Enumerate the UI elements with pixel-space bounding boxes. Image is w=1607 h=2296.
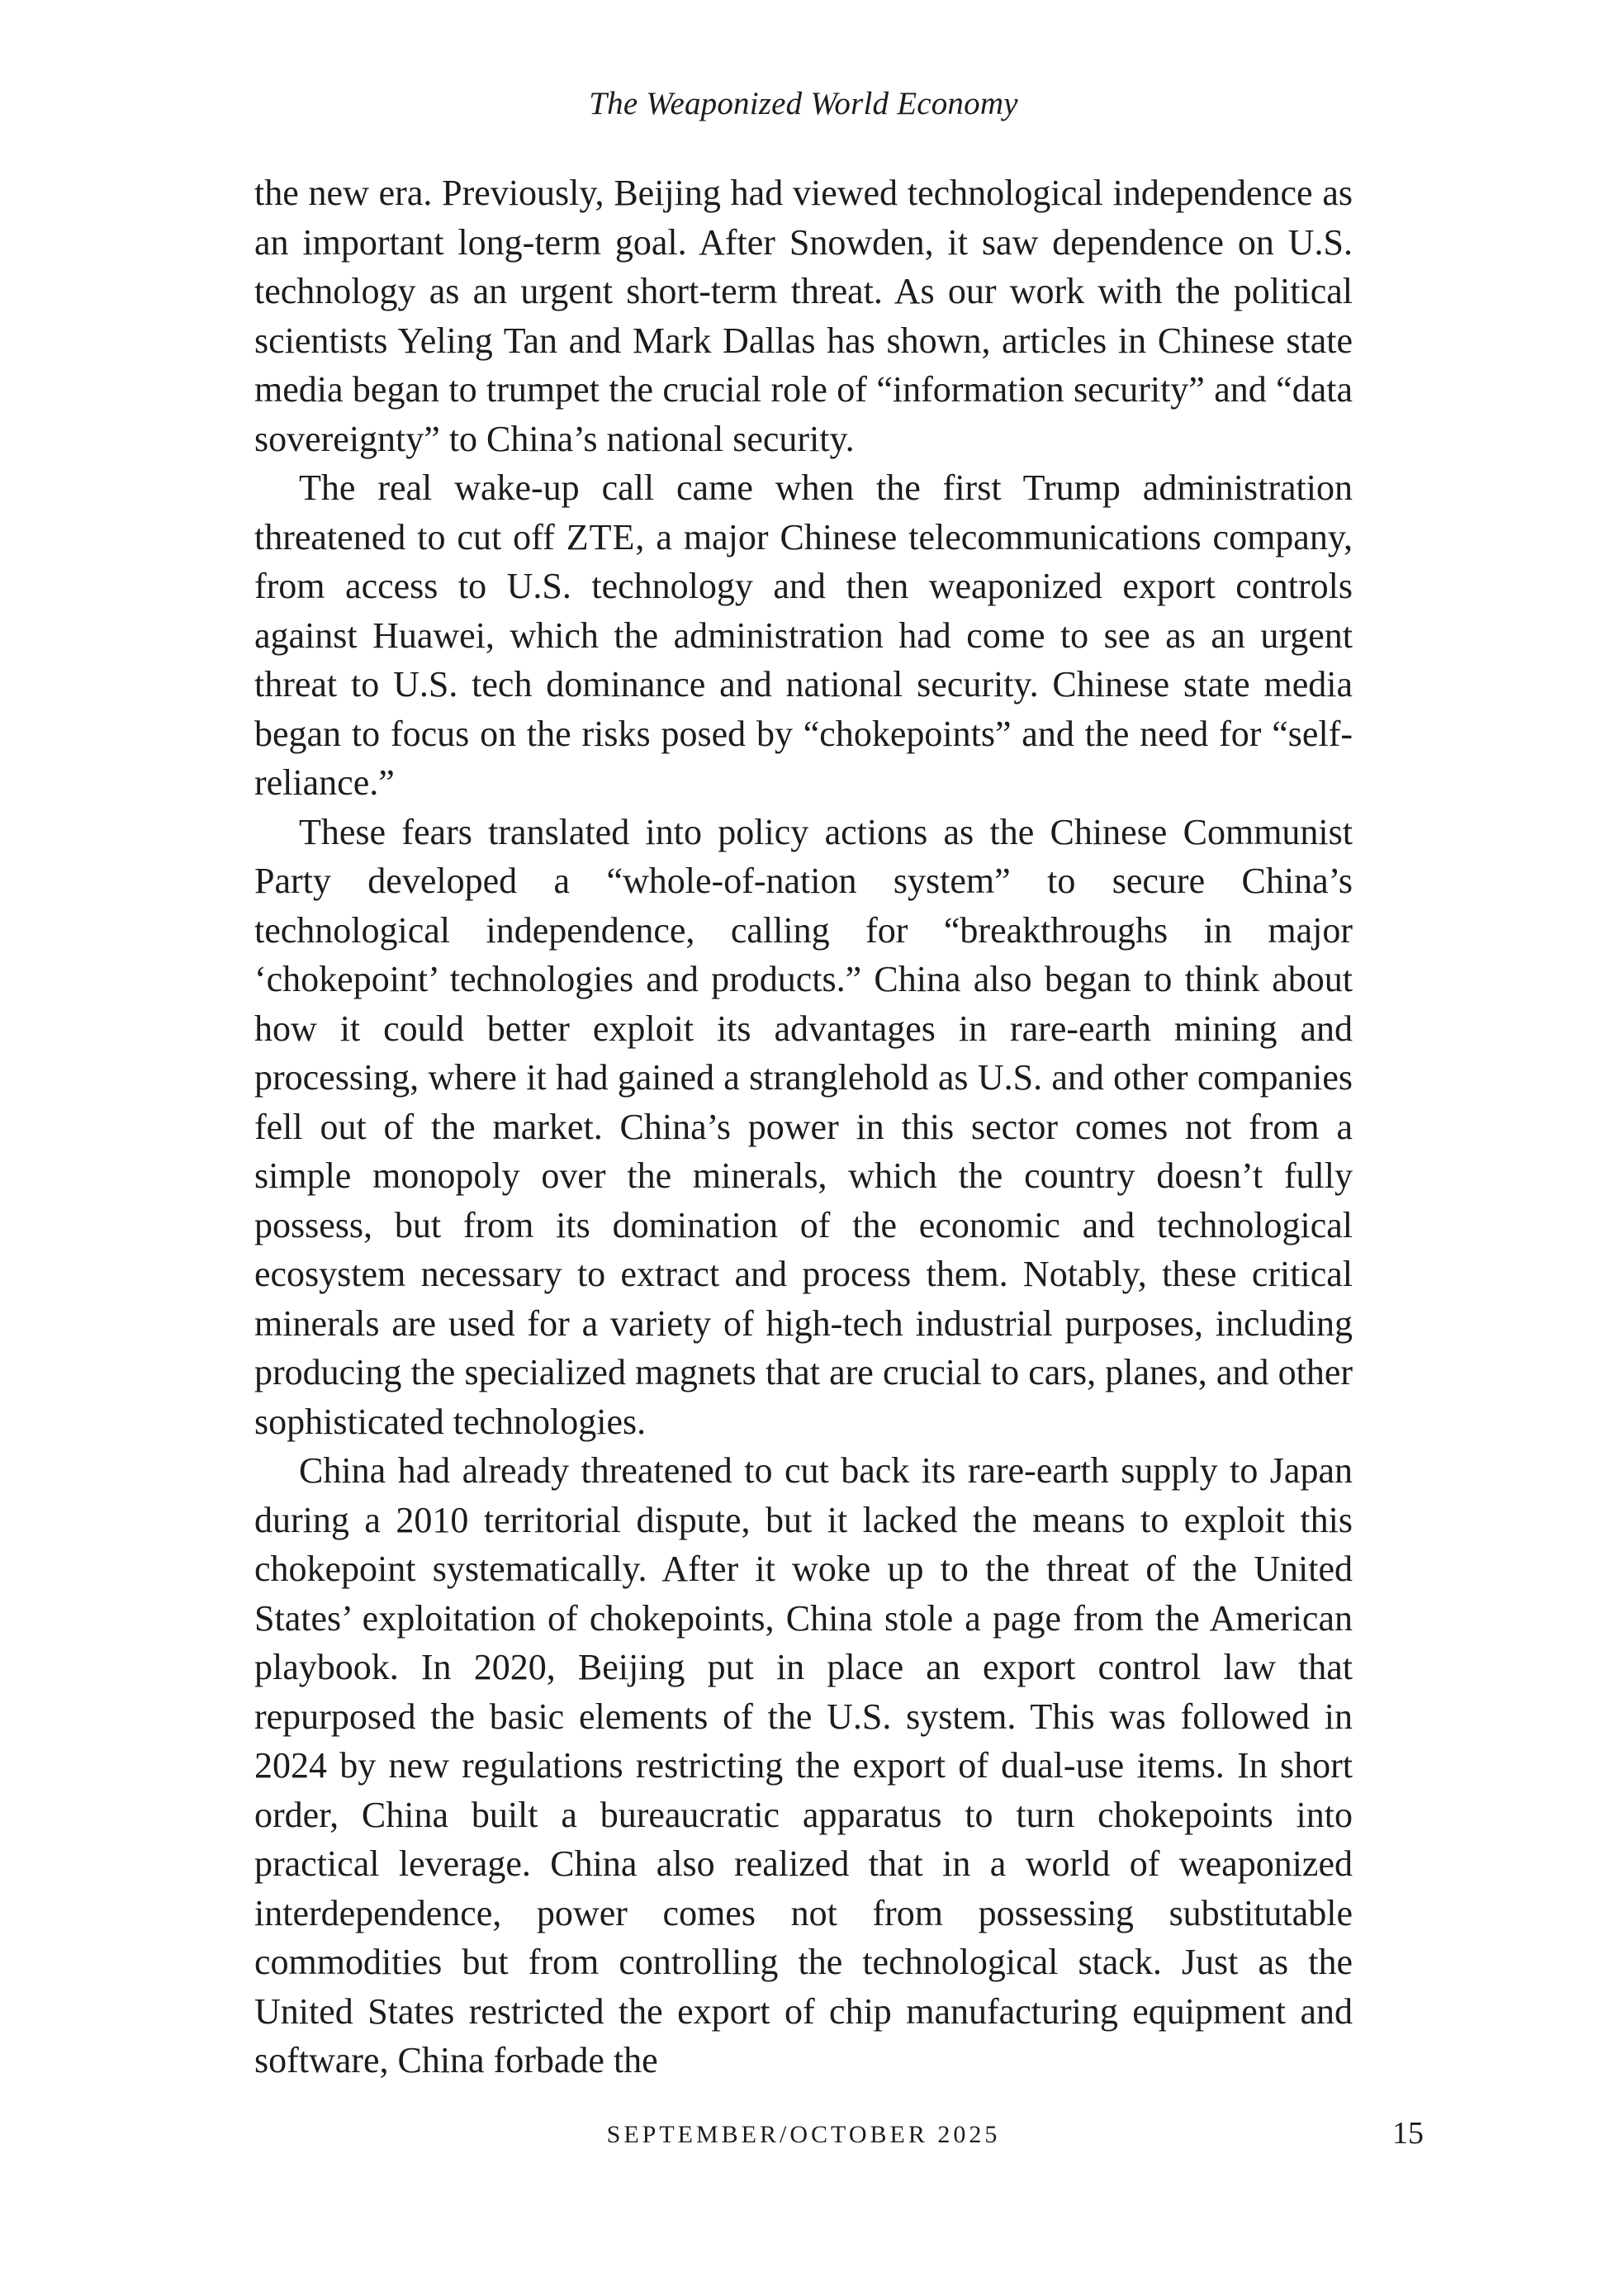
company-acronym: ZTE xyxy=(566,516,636,557)
paragraph-text: the new era. Previously, Beijing had viewed technological independence as an important long-term goal. After Snowden, it saw dependence on U.S. technology as an urgent short-term threat. As our work with the political scientists Yeling Tan and Mark Dallas has shown, articles in Chinese state media began to trumpet the crucial role of “information security” and “data sovereignty” to China’s national security. xyxy=(254,173,1353,459)
paragraph-4 xyxy=(254,1446,1353,2085)
paragraph-text: The real wake-up call came when the first Trump administration threatened to cut off xyxy=(254,467,1353,557)
paragraph-text: China had already threatened to cut back its rare-earth supply to Japan during a 2010 territorial dispute, but it lacked the means to exploit this chokepoint systematically. After it woke up to the threat of the United States’ exploitation of chokepoints, China stole a page from the American playbook. In 2020, Beijing put in place an export control law that repurposed the basic elements of the U.S. system. This was followed in 2024 by new regulations restricting the export of dual-use items. In short order, China built a bureaucratic apparatus to turn chokepoints into practical leverage. China also realized that in a world of weaponized interdependence, power comes not from possessing substitutable commodities but from controlling the technological stack. Just as the United States restricted the export of chip manufacturing equipment and software, China forbade the xyxy=(254,1450,1353,2080)
issue-date: SEPTEMBER/OCTOBER 2025 xyxy=(606,2121,1001,2148)
paragraph-text-continued: , a major Chinese telecommunications company, from access to U.S. technology and then weaponized export controls against Huawei, which the administration had come to see as an urgent threat to U.S. tech dominance and national security. Chinese state media began to focus on the risks posed by “chokepoints” and the need for “self-reliance.” xyxy=(254,516,1353,803)
paragraph-3 xyxy=(254,808,1353,1447)
article-body xyxy=(254,168,1353,2085)
paragraph-1 xyxy=(254,168,1353,463)
paragraph-text: These fears translated into policy actions as the Chinese Communist Party developed a “whole-of-nation system” to secure China’s technological independence, calling for “breakthroughs in major ‘chokepoint’ technologies and products.” China also began to think about how it could better exploit its advantages in rare-earth mining and processing, where it had gained a stranglehold as U.S. and other companies fell out of the market. China’s power in this sector comes not from a simple monopoly over the minerals, which the country doesn’t fully possess, but from its domination of the economic and technological ecosystem necessary to extract and process them. Notably, these critical minerals are used for a variety of high-tech industrial purposes, including producing the specialized magnets that are crucial to cars, planes, and other sophisticated technologies. xyxy=(254,811,1353,1442)
running-head: The Weaponized World Economy xyxy=(589,86,1018,121)
page-number: 15 xyxy=(1392,2116,1424,2151)
paragraph-2 xyxy=(254,463,1353,808)
